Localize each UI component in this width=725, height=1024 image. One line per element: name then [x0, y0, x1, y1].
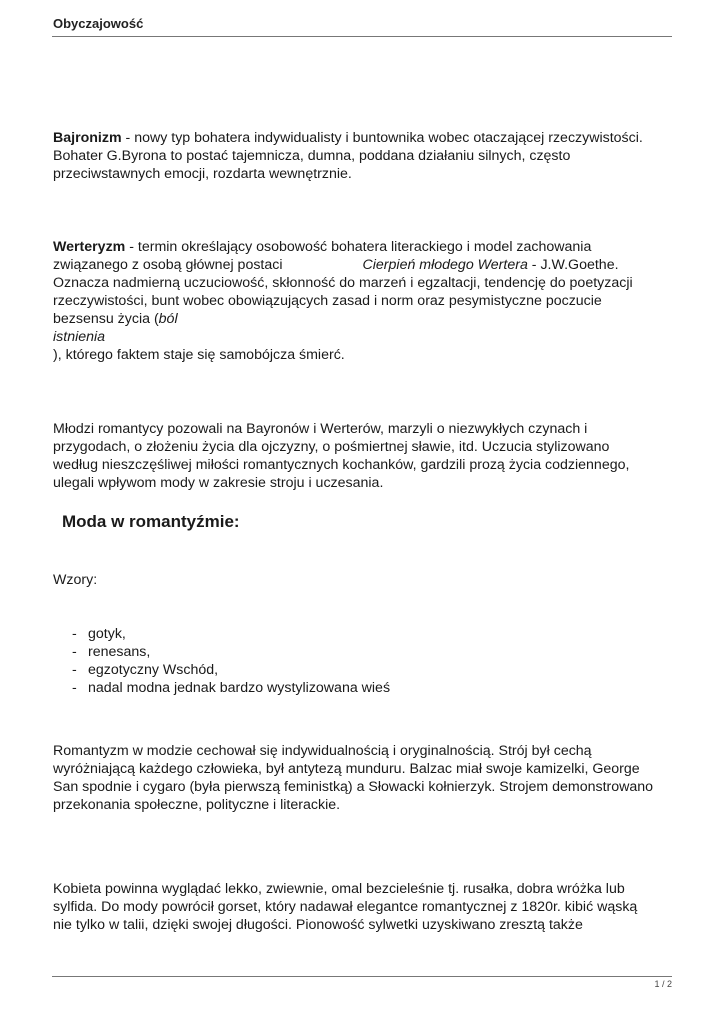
bullet-dash: - [72, 662, 77, 678]
werteryzm-line-3: Oznacza nadmierną uczuciowość, skłonność do marzeń i egzaltacji, tendencję do poetyzacji [53, 275, 633, 291]
list-item-text: renesans, [88, 644, 151, 660]
bajronizm-line-2: Bohater G.Byrona to postać tajemnicza, dumna, poddana działaniu silnych, często [53, 148, 571, 164]
wzory-label-text: Wzory: [53, 572, 98, 588]
werteryzm-work-title: Cierpień młodego Wertera [362, 257, 528, 273]
bajronizm-line-1 [53, 129, 673, 147]
list-item-text: egzotyczny Wschód, [88, 662, 219, 678]
section-heading-moda: Moda w romantyźmie: [62, 512, 240, 531]
wzory-list [72, 625, 390, 697]
romantyzm-line-4: przekonania społeczne, polityczne i literackie. [53, 797, 341, 813]
list-item [72, 679, 390, 697]
bajronizm-definition: - nowy typ bohatera indywidualisty i buntownika wobec otaczającej rzeczywistości. [121, 130, 643, 146]
kobieta-line-1: Kobieta powinna wyglądać lekko, zwiewnie, omal bezcieleśnie tj. rusałka, dobra wróżka lub [53, 881, 625, 897]
romantyzm-line-3: San spodnie i cygaro (była pierwszą feministką) a Słowacki kołnierzyk. Strojem demonstrowano [53, 779, 654, 795]
list-item-text: nadal modna jednak bardzo wystylizowana wieś [88, 680, 391, 696]
werteryzm-line-6: istnienia [53, 329, 106, 345]
werteryzm-line-5-start: bezsensu życia ( [53, 311, 159, 327]
page-number: 1 / 2 [654, 979, 672, 989]
werteryzm-line-1 [53, 238, 673, 256]
romantyzm-line-1: Romantyzm w modzie cechował się indywidualnością i oryginalnością. Strój był cechą [53, 743, 592, 759]
werteryzm-line-2-start: związanego z osobą głównej postaci [53, 257, 283, 273]
list-item-text: gotyk, [88, 626, 126, 642]
romantyzm-line-2: wyróżniającą każdego człowieka, był antytezą munduru. Balzac miał swoje kamizelki, George [53, 761, 640, 777]
werteryzm-line-5-end: ból [158, 311, 178, 327]
paragraph-mlodzi-romantycy [53, 420, 673, 492]
mlodzi-line-3: według nieszczęśliwej miłości romantycznych kochanków, gardzili prozą życia codziennego, [53, 457, 630, 473]
werteryzm-definition: - termin określający osobowość bohatera literackiego i model zachowania [125, 239, 592, 255]
paragraph-romantyzm-w-modzie [53, 742, 673, 814]
bajronizm-line-3: przeciwstawnych emocji, rozdarta wewnętrznie. [53, 166, 352, 182]
mlodzi-line-2: przygodach, o złożeniu życia dla ojczyzny, o pośmiertnej sławie, itd. Uczucia stylizowano [53, 439, 610, 455]
document-header-title: Obyczajowość [53, 16, 144, 31]
mlodzi-line-1: Młodzi romantycy pozowali na Bayronów i Werterów, marzyli o niezwykłych czynach i [53, 421, 588, 437]
list-item [72, 625, 390, 643]
bullet-dash: - [72, 644, 77, 660]
paragraph-kobieta [53, 880, 673, 934]
wzory-label [53, 571, 673, 589]
footer-divider [52, 976, 672, 977]
list-item [72, 661, 390, 679]
term-bajronizm: Bajronizm [53, 130, 122, 146]
paragraph-werteryzm [53, 238, 673, 364]
bullet-dash: - [72, 626, 77, 642]
list-item [72, 643, 390, 661]
bullet-dash: - [72, 680, 77, 696]
mlodzi-line-4: ulegali wpływom mody w zakresie stroju i uczesania. [53, 475, 384, 491]
paragraph-bajronizm [53, 129, 673, 183]
werteryzm-line-2 [53, 256, 673, 274]
werteryzm-work-author: - J.W.Goethe. [527, 257, 619, 273]
werteryzm-line-5 [53, 310, 673, 328]
term-werteryzm: Werteryzm [53, 239, 126, 255]
kobieta-line-2: sylfida. Do mody powrócił gorset, który nadawał elegantce romantycznej z 1820r. kibić wąską [53, 899, 638, 915]
werteryzm-line-4: rzeczywistości, bunt wobec obowiązujących zasad i norm oraz pesymistyczne poczucie [53, 293, 602, 309]
header-divider [52, 36, 672, 37]
kobieta-line-3: nie tylko w talii, dzięki swojej długości. Pionowość sylwetki uzyskiwano zresztą także [53, 917, 583, 933]
werteryzm-line-7: ), którego faktem staje się samobójcza śmierć. [53, 347, 345, 363]
